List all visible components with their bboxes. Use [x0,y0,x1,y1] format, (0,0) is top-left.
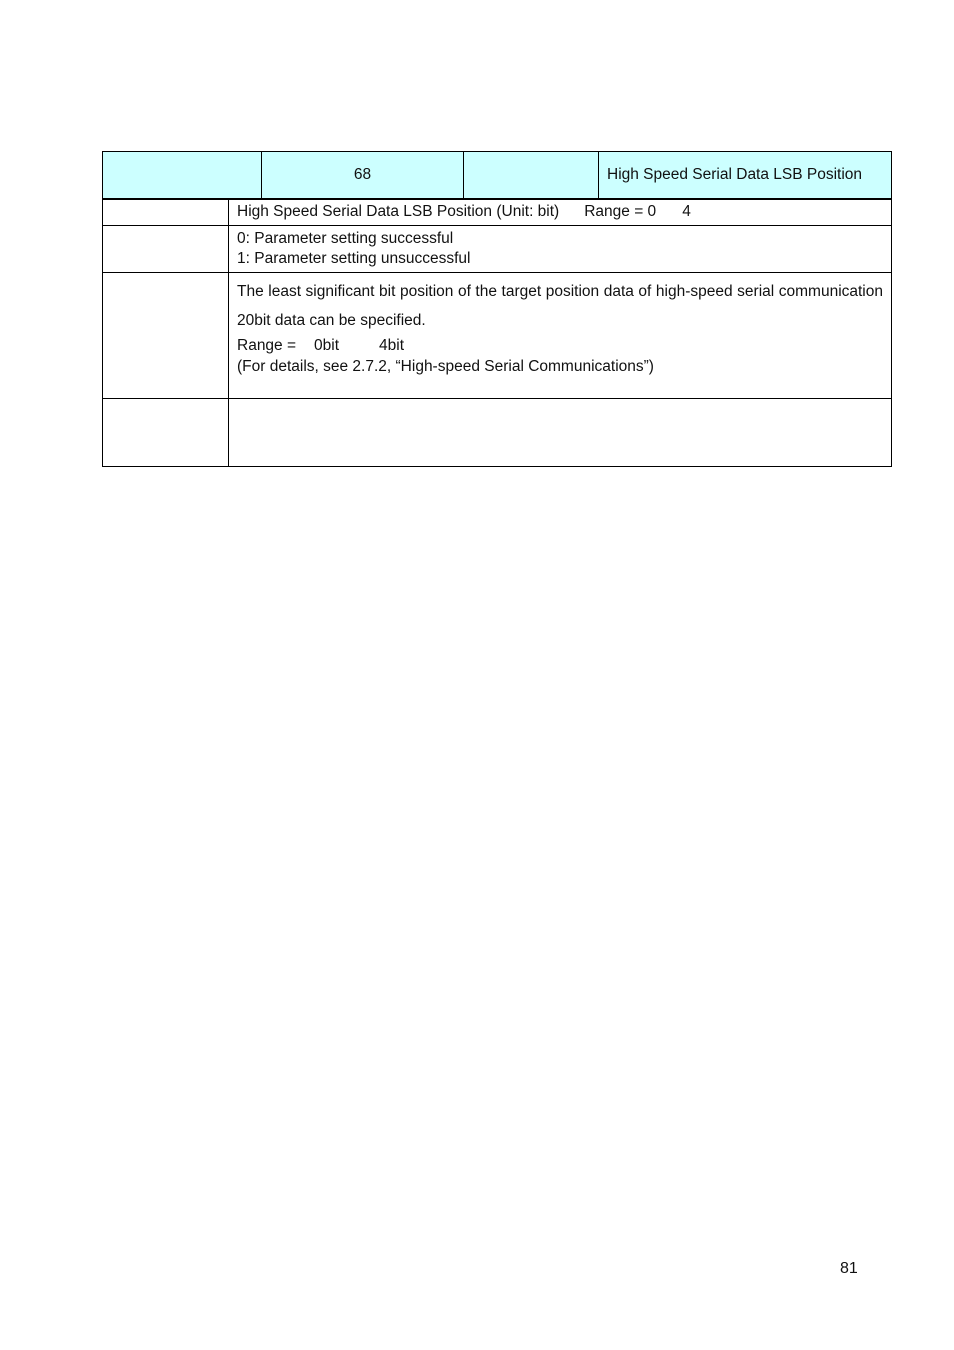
description-range-max: 4bit [379,337,405,354]
command-title: High Speed Serial Data LSB Position [599,152,892,199]
parameter-range-prefix: Range = 0 [584,203,657,221]
return-value-line-2: 1: Parameter setting unsuccessful [237,250,471,267]
page-number: 81 [840,1260,858,1277]
description-range-prefix: Range = [237,337,297,354]
return-value-row [103,226,892,273]
header-row [103,152,892,199]
header-blank-cell [464,152,599,199]
parameter-range-max: 4 [682,203,691,221]
return-value-cell [229,226,892,273]
description-range-min: 0bit [314,337,340,354]
remarks-cell [229,399,892,467]
description-label [103,273,229,399]
parameter-cell [229,199,892,226]
remarks-label [103,399,229,467]
parameter-row [103,199,892,226]
parameter-label [103,199,229,226]
description-note: (For details, see 2.7.2, “High-speed Serial Communications”) [237,358,654,375]
header-label-cell [103,152,262,199]
command-number: 68 [262,152,464,199]
parameter-text: High Speed Serial Data LSB Position (Unit: bit) [237,203,560,221]
description-range [237,335,883,356]
description-paragraph: The least significant bit position of the target position data of high-speed serial communication 20bit data can be specified. [237,283,883,329]
return-value-label [103,226,229,273]
command-spec-table [102,151,892,467]
remarks-row [103,399,892,467]
return-value-line-1: 0: Parameter setting successful [237,230,454,247]
description-cell [229,273,892,399]
description-row [103,273,892,399]
